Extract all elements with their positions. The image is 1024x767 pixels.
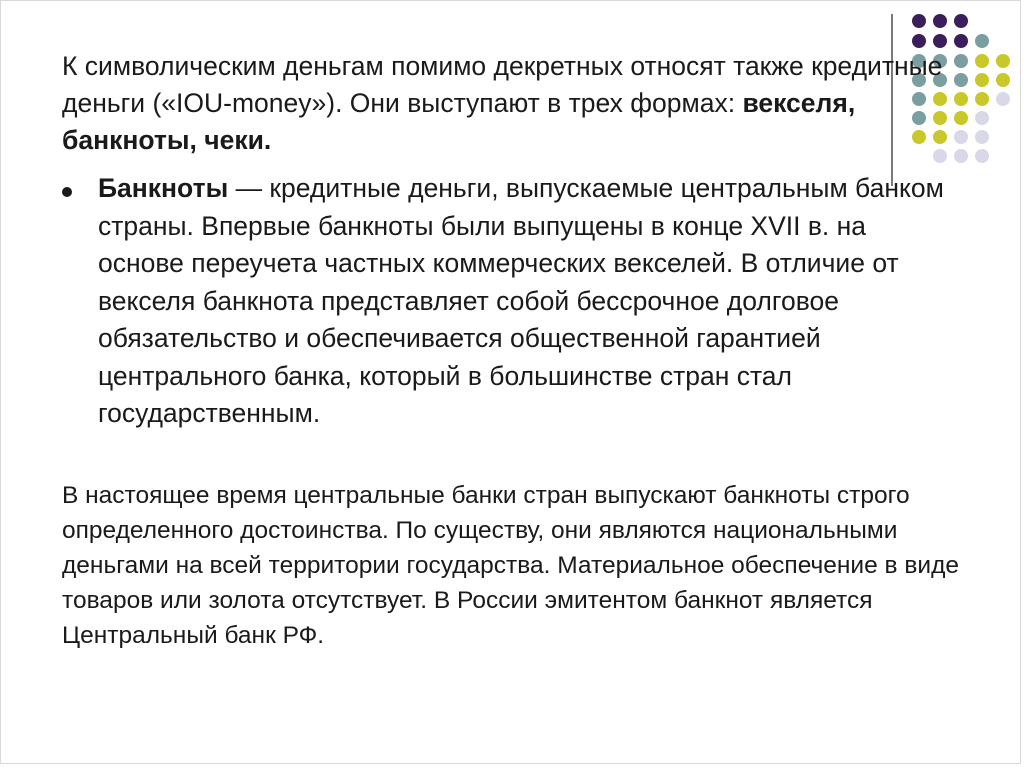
- decorative-dot: [912, 34, 926, 48]
- decorative-dot: [975, 149, 989, 163]
- decorative-dot: [954, 92, 968, 106]
- decorative-dot: [975, 130, 989, 144]
- decorative-dot: [996, 73, 1010, 87]
- decorative-dot: [954, 111, 968, 125]
- decorative-dot: [975, 34, 989, 48]
- decorative-dot: [954, 54, 968, 68]
- decorative-dot: [933, 14, 947, 28]
- decorative-dot: [954, 149, 968, 163]
- decorative-dot: [996, 54, 1010, 68]
- decorative-dot: [912, 14, 926, 28]
- decorative-dot: [954, 14, 968, 28]
- intro-text: К символическим деньгам помимо декретных относят также кредитные деньги («IOU-money»). Они выступают в трех формах:: [62, 51, 943, 118]
- bullet-dot-icon: [62, 187, 72, 197]
- decorative-dot: [954, 34, 968, 48]
- bullet-text: [98, 170, 958, 433]
- decorative-dot: [975, 73, 989, 87]
- decorative-dot: [975, 111, 989, 125]
- intro-bold-forms: векселя, банкноты, чеки.: [62, 88, 856, 155]
- bullet-body: — кредитные деньги, выпускаемые центральным банком страны. Впервые банкноты были выпущены в конце XVII в. на основе переучета частных коммерческих векселей. В отличие от векселя банкнота представляет собой бессрочное долговое обязательство и обеспечивается общественной гарантией центрального банка, который в большинстве стран стал государственным.: [98, 173, 944, 428]
- intro-paragraph: [62, 48, 952, 159]
- decorative-dot: [975, 54, 989, 68]
- decorative-dot: [954, 73, 968, 87]
- decorative-dot: [975, 92, 989, 106]
- decorative-dot: [996, 92, 1010, 106]
- decorative-dot: [954, 130, 968, 144]
- decorative-dot: [933, 34, 947, 48]
- closing-paragraph: В настоящее время центральные банки стран выпускают банкноты строго определенного достоинства. По существу, они являются национальными деньгами на всей территории государства. Материальное обеспечение в виде товаров или золота отсутствует. В России эмитентом банкнот является Центральный банк РФ.: [62, 482, 959, 649]
- bullet-term: Банкноты: [98, 173, 229, 203]
